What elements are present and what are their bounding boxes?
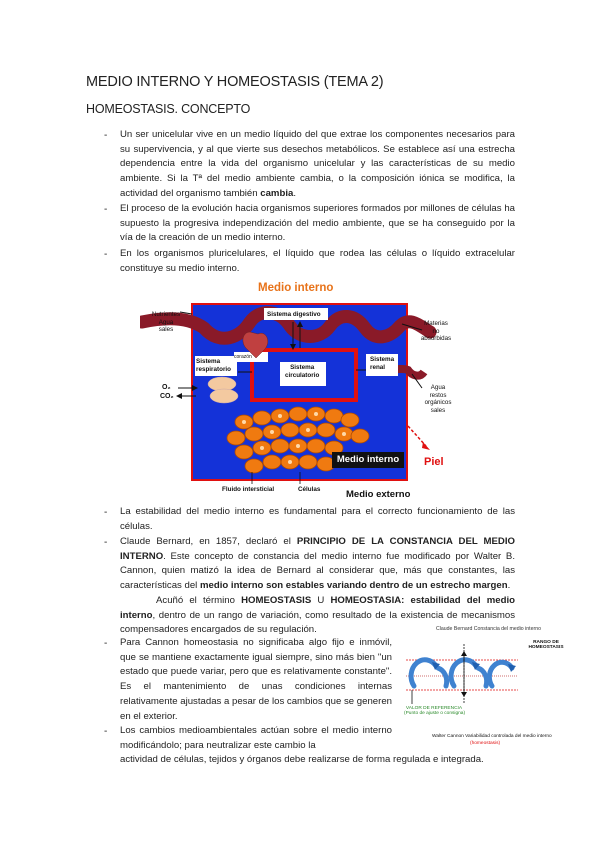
label-water: Agua restos orgánicos sales [424,384,452,414]
label-nutrients: Nutrientes Agua sales [151,311,181,333]
label-respiratory: Sistema respiratorio [196,358,231,373]
label-renal: Sistema renal [370,356,395,371]
bullet-dash: - [104,249,108,260]
paragraph-changes-end: actividad de células, tejidos y órganos debe realizarse de forma regulada e integrada. [120,754,484,765]
bullet-dash: - [104,726,108,737]
section-title: HOMEOSTASIS. CONCEPTO [86,102,251,116]
paragraph-unicellular: Un ser unicelular vive en un medio líquido del que extrae los componentes necesarios para su supervivencia, y al que vierte sus desechos metabólicos. Se establece así una estrecha dependencia entre la vida del organismo unicelular y las características de su medio ambiente. Si la Tª del medio ambiente cambia, o la composición iónica se modifica, la actividad del organismo también cambia. [120,129,515,199]
lung-lower [210,389,238,403]
label-co2: CO₂ [160,393,174,400]
bullet-dash: - [104,204,108,215]
label-circulatory: Sistema circulatorio [285,364,320,379]
reference-label: VALOR DE REFERENCIA (Punto de ajuste o consigna) [404,706,466,716]
medio-interno-diagram [140,296,460,496]
paragraph-evolution: El proceso de la evolución hacia organismos superiores formados por millones de células ha supuesto la progresiva independización del medio ambiente, que se ha conseguido por la vía de la creación de un medio interno. [120,203,515,244]
bullet-dash: - [104,507,108,518]
paragraph-cannon: Para Cannon homeostasia no significaba algo fijo e inmóvil, que se mantiene exactamente igual siempre, sino más bien "un estado que puede variar, pero que es relativamente constante". Es el mantenimiento de unas condiciones internas relativamente ajustadas a pesar de los cambios que se generen en el exterior. [120,637,392,722]
bernard-caption: Claude Bernard Constancia del medio interno [436,626,541,632]
paragraph-stability: La estabilidad del medio interno es fundamental para el correcto funcionamiento de las células. [120,506,515,532]
page-title: MEDIO INTERNO Y HOMEOSTASIS (TEMA 2) [86,74,384,90]
diagram-title: Medio interno [258,282,334,294]
label-external: Medio externo [346,489,411,500]
paragraph-bernard: Claude Bernard, en 1857, declaró el PRINCIPIO DE LA CONSTANCIA DEL MEDIO INTERNO. Este concepto de constancia del medio interno fue modificado por Walter B. Cannon, quien matizó la idea de Bernard al considerar que, más que constantes, las características del medio interno son estables variando dentro de un estrecho margen. Acuñó el término HOMEOSTASIS U HOMEOSTASIA: estabilidad del medio interno, dentro de un rango de variación, como resultado de la existencia de mecanismos compensadores encargados de su regulación. [120,536,515,636]
label-cells: Células [298,486,321,493]
label-heart: corazón [234,354,252,360]
bullet-dash: - [104,537,108,548]
cannon-caption-sub: (homeostasis) [470,741,501,746]
label-o2: O₂ [162,384,171,391]
paragraph-pluricellular: En los organismos pluricelulares, el líquido que rodea las células o líquido extracelular constituye su medio interno. [120,248,515,274]
label-digestive: Sistema digestivo [267,311,321,318]
medio-interno-box: Medio interno [332,452,404,468]
label-fluid: Fluido intersticial [222,486,275,493]
label-piel: Piel [424,456,444,468]
cannon-caption: Walter Cannon Variabilidad controlada del medio interno [432,734,552,739]
bullet-dash: - [104,638,108,649]
paragraph-changes: Los cambios medioambientales actúan sobre el medio interno modificándolo; para neutralizar este cambio la [120,725,392,751]
range-label: RANGO DE HOMEOSTASIS [528,640,564,650]
bullet-dash: - [104,130,108,141]
label-materials: Materias no absorbidas [420,320,452,342]
